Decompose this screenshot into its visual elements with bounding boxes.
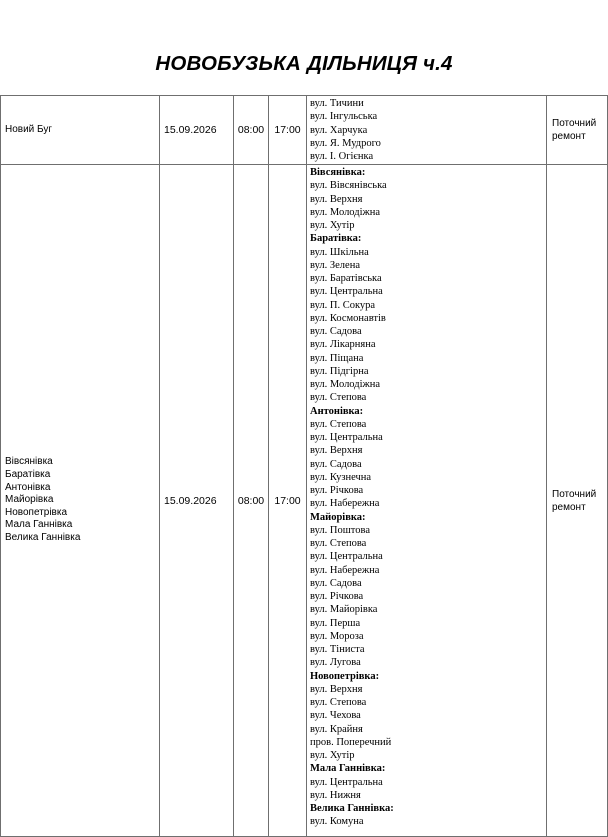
locality-name: Антонівка — [5, 481, 51, 493]
street-name: вул. Річкова — [310, 591, 364, 602]
street-name: вул. Баратівська — [310, 273, 382, 284]
street-name: пров. Поперечний — [310, 736, 392, 748]
street-name: вул. Садова — [310, 458, 362, 470]
street-name: вул. Садова — [310, 326, 362, 337]
locality-name: Майорівка — [5, 494, 54, 506]
street-name: вул. Верхня — [310, 445, 363, 457]
work-type-cell — [547, 96, 608, 165]
village-heading: Антонівка: — [310, 405, 364, 417]
start-time-cell: 08:00 — [234, 165, 269, 837]
street-name: вул. Річкова — [310, 485, 364, 496]
street-name: вул. Садова — [310, 577, 362, 589]
street-name: вул. Я. Мудрого — [310, 137, 381, 149]
work-type-text: Поточний — [552, 118, 597, 129]
streets-cell — [307, 96, 547, 165]
locality-name: Вівсянівка — [5, 456, 53, 468]
street-name: вул. Центральна — [310, 551, 383, 563]
street-name: вул. Хутір — [310, 750, 355, 761]
village-heading: Велика Ганнівка: — [310, 803, 394, 814]
street-name: вул. Степова — [310, 392, 367, 404]
street-name: вул. Центральна — [310, 286, 383, 298]
table-row — [1, 96, 608, 165]
street-name: вул. Тіниста — [310, 644, 365, 655]
street-name: вул. Набережна — [310, 498, 380, 510]
street-name: вул. Поштова — [310, 524, 370, 536]
locality-name: Новопетрівка — [5, 506, 68, 518]
locality-cell — [1, 165, 160, 837]
street-name: вул. Харчука — [310, 124, 368, 136]
street-name: вул. Підгірна — [310, 365, 369, 377]
street-name: вул. Лікарняна — [310, 339, 376, 351]
street-name: вул. Верхня — [310, 683, 363, 695]
street-name: вул. Космонавтів — [310, 312, 386, 324]
street-name: вул. Чехова — [310, 710, 361, 722]
locality-name: Новий Буг — [5, 123, 53, 135]
work-type-text: Поточний — [552, 488, 597, 500]
street-name: вул. Хутір — [310, 220, 355, 231]
street-name: вул. Кузнечна — [310, 471, 372, 483]
work-type-text: ремонт — [552, 131, 586, 142]
street-name: вул. Степова — [310, 697, 367, 708]
street-name: вул. Крайня — [310, 723, 363, 735]
table-body — [1, 96, 608, 837]
street-name: вул. Центральна — [310, 432, 383, 443]
end-time-cell: 17:00 — [269, 96, 307, 165]
outage-schedule-table — [0, 95, 608, 837]
date-cell: 15.09.2026 — [160, 96, 234, 165]
street-name: вул. Майорівка — [310, 604, 378, 616]
street-name: вул. І. Огієнка — [310, 151, 374, 162]
street-name: вул. Степова — [310, 418, 367, 430]
table-row — [1, 165, 608, 837]
street-name: вул. Лугова — [310, 657, 361, 669]
street-name: вул. Комуна — [310, 816, 364, 828]
street-name: вул. П. Сокура — [310, 299, 376, 311]
document-title: НОВОБУЗЬКА ДІЛЬНИЦЯ ч.4 — [155, 52, 453, 75]
street-name: вул. Молодіжна — [310, 379, 381, 390]
street-name: вул. Степова — [310, 538, 367, 549]
village-heading: Мала Ганнівка: — [310, 763, 386, 775]
village-heading: Баратівка: — [310, 233, 362, 245]
street-name: вул. Шкільна — [310, 246, 369, 258]
street-name: вул. Піщана — [310, 352, 364, 364]
street-name: вул. Тичини — [310, 98, 364, 109]
locality-name: Велика Ганнівка — [5, 531, 81, 543]
work-type-cell — [547, 165, 608, 837]
work-type-text: ремонт — [552, 501, 586, 513]
village-heading: Новопетрівка: — [310, 670, 380, 682]
street-name: вул. Нижня — [310, 789, 361, 801]
street-name: вул. Набережна — [310, 564, 380, 576]
street-name: вул. Інгульська — [310, 111, 378, 123]
start-time-cell: 08:00 — [234, 96, 269, 165]
streets-cell — [307, 165, 547, 837]
street-name: вул. Зелена — [310, 259, 360, 271]
street-name: вул. Перша — [310, 617, 361, 629]
date-cell: 15.09.2026 — [160, 165, 234, 837]
locality-name: Баратівка — [5, 469, 51, 481]
street-name: вул. Верхня — [310, 193, 363, 205]
locality-name: Мала Ганнівка — [5, 519, 73, 531]
village-heading: Вівсянівка: — [310, 167, 366, 178]
street-name: вул. Молодіжна — [310, 206, 381, 218]
street-name: вул. Центральна — [310, 776, 383, 788]
street-name: вул. Мороза — [310, 630, 364, 642]
locality-cell — [1, 96, 160, 165]
village-heading: Майорівка: — [310, 511, 366, 523]
end-time-cell: 17:00 — [269, 165, 307, 837]
street-name: вул. Вівсянівська — [310, 180, 387, 192]
